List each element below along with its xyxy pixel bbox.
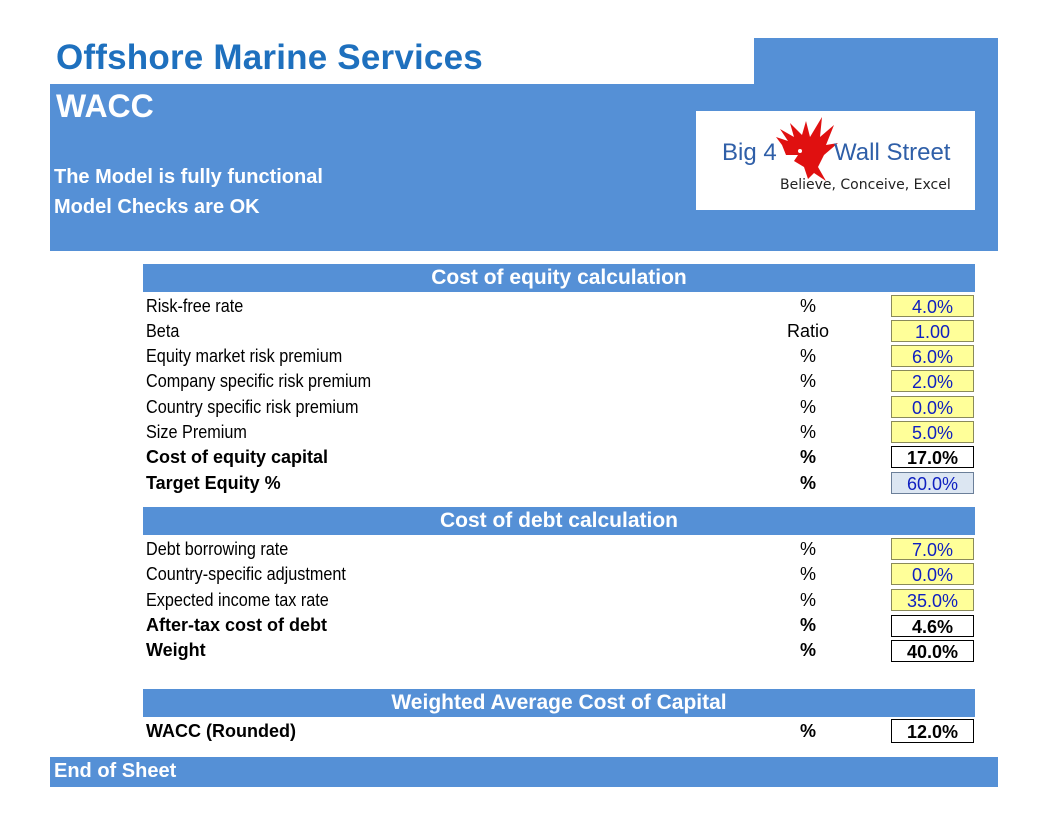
- model-checks-status: Model Checks are OK: [54, 196, 260, 218]
- row-unit: %: [799, 422, 816, 442]
- debt-weight-value: 40.0%: [891, 640, 974, 662]
- wacc-label: WACC (Rounded): [146, 721, 296, 741]
- country-specific-adjustment-input[interactable]: 0.0%: [891, 563, 974, 585]
- row-unit: %: [799, 615, 816, 635]
- row-unit: %: [799, 564, 816, 584]
- row-unit: %: [799, 397, 816, 417]
- footer-band: [50, 757, 998, 787]
- row-label: Weight: [146, 640, 206, 660]
- row-unit: %: [799, 296, 816, 316]
- row-label: Equity market risk premium: [146, 346, 343, 366]
- country-specific-risk-premium-input[interactable]: 0.0%: [891, 396, 974, 418]
- row-label: Expected income tax rate: [146, 590, 329, 610]
- row-label: Size Premium: [146, 422, 247, 442]
- row-unit: %: [799, 346, 816, 366]
- row-unit: %: [799, 539, 816, 559]
- row-label: Cost of equity capital: [146, 447, 329, 467]
- wacc-unit: %: [799, 721, 816, 741]
- beta-input[interactable]: 1.00: [891, 320, 974, 342]
- logo-text-right: Wall Street: [834, 139, 951, 166]
- row-unit: %: [799, 371, 816, 391]
- target-equity-input[interactable]: 60.0%: [891, 472, 974, 494]
- row-label: Beta: [146, 321, 180, 341]
- row-unit: Ratio: [786, 321, 830, 341]
- company-title: Offshore Marine Services: [56, 38, 483, 77]
- income-tax-rate-input[interactable]: 35.0%: [891, 589, 974, 611]
- row-unit: %: [799, 447, 816, 467]
- wacc-value: 12.0%: [891, 719, 974, 743]
- size-premium-input[interactable]: 5.0%: [891, 421, 974, 443]
- after-tax-cost-of-debt-value: 4.6%: [891, 615, 974, 637]
- risk-free-rate-input[interactable]: 4.0%: [891, 295, 974, 317]
- row-label: Company specific risk premium: [146, 371, 372, 391]
- cost-of-equity-value: 17.0%: [891, 446, 974, 468]
- logo-tagline: Believe, Conceive, Excel: [780, 177, 951, 193]
- row-label: Country-specific adjustment: [146, 564, 346, 584]
- sheet-title: WACC: [56, 88, 154, 124]
- end-of-sheet: End of Sheet: [54, 760, 177, 782]
- row-unit: %: [799, 473, 816, 493]
- row-label: Risk-free rate: [146, 296, 244, 316]
- big4-wallstreet-logo: [696, 111, 975, 210]
- model-status: The Model is fully functional: [54, 166, 323, 188]
- row-unit: %: [799, 640, 816, 660]
- row-unit: %: [799, 590, 816, 610]
- row-label: After-tax cost of debt: [146, 615, 328, 635]
- debt-section-header: Cost of debt calculation: [143, 507, 975, 535]
- eagle-icon: [774, 115, 840, 185]
- wacc-section-header: Weighted Average Cost of Capital: [143, 689, 975, 717]
- equity-market-risk-premium-input[interactable]: 6.0%: [891, 345, 974, 367]
- equity-section-header: Cost of equity calculation: [143, 264, 975, 292]
- row-label: Target Equity %: [146, 473, 281, 493]
- header-band-top: [754, 38, 998, 84]
- row-label: Debt borrowing rate: [146, 539, 289, 559]
- row-label: Country specific risk premium: [146, 397, 359, 417]
- logo-text-left: Big 4: [722, 139, 777, 166]
- debt-borrowing-rate-input[interactable]: 7.0%: [891, 538, 974, 560]
- company-specific-risk-premium-input[interactable]: 2.0%: [891, 370, 974, 392]
